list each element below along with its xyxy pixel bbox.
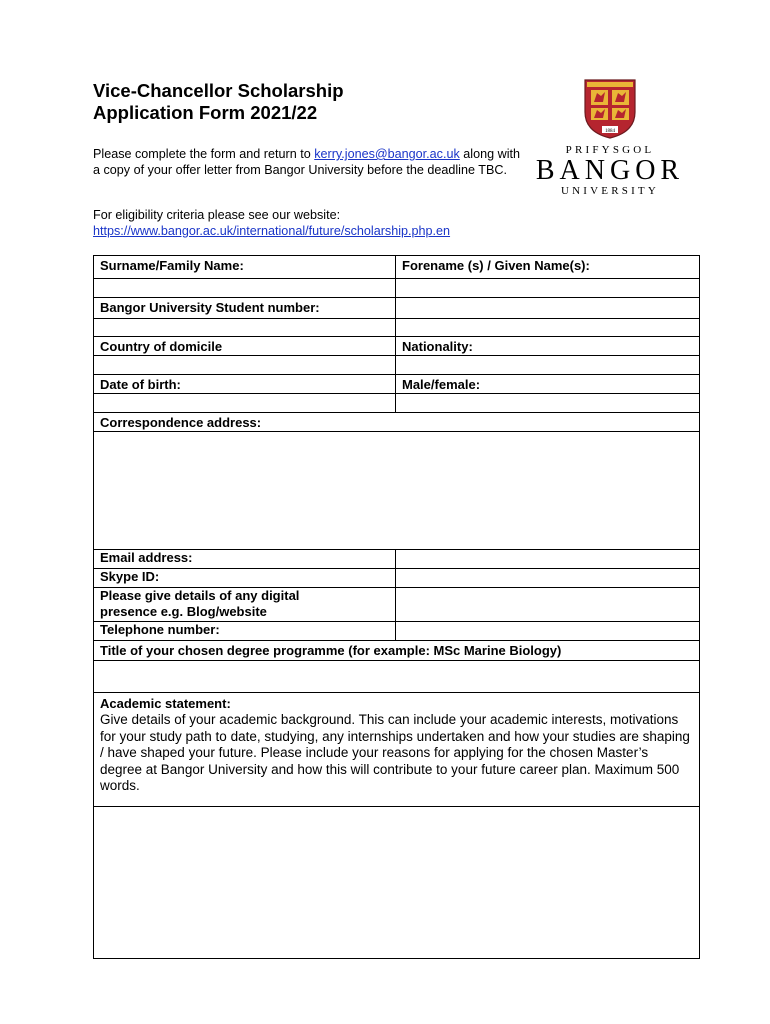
student-number-spacer-2 bbox=[396, 319, 700, 337]
form-title bbox=[93, 80, 344, 124]
gender-label: Male/female: bbox=[396, 375, 700, 394]
programme-label: Title of your chosen degree programme (for example: MSc Marine Biology) bbox=[94, 641, 700, 661]
crest-icon bbox=[583, 78, 637, 140]
crest-year: 1884 bbox=[605, 129, 615, 134]
skype-input[interactable] bbox=[396, 569, 700, 588]
forename-input[interactable] bbox=[396, 279, 700, 298]
student-number-spacer bbox=[94, 319, 396, 337]
statement-text: Give details of your academic background. This can include your academic interests, motivations for your study path to date, studying, any internships undertaken and how your studies are shaping / have shaped your future. Please include your reasons for applying for the chosen Master’s degree at Bangor University and how this will contribute to your future career plan. Maximum 500 words. bbox=[100, 712, 690, 793]
nationality-input[interactable] bbox=[396, 356, 700, 375]
address-label: Correspondence address: bbox=[94, 413, 700, 432]
telephone-input[interactable] bbox=[396, 622, 700, 641]
logo-university: UNIVERSITY bbox=[561, 185, 659, 197]
intro-after: along with a copy of your offer letter from Bangor University before the deadline TBC. bbox=[93, 147, 520, 177]
country-input[interactable] bbox=[94, 356, 396, 375]
intro-before: Please complete the form and return to bbox=[93, 147, 315, 161]
digital-line-1: Please give details of any digital bbox=[100, 588, 300, 603]
email-label: Email address: bbox=[94, 550, 396, 569]
skype-label: Skype ID: bbox=[94, 569, 396, 588]
digital-line-2: presence e.g. Blog/website bbox=[100, 604, 267, 619]
statement-input[interactable] bbox=[94, 807, 700, 959]
eligibility-block bbox=[93, 208, 450, 239]
address-input[interactable] bbox=[94, 432, 700, 550]
gender-input[interactable] bbox=[396, 394, 700, 413]
programme-input[interactable] bbox=[94, 661, 700, 693]
dob-label: Date of birth: bbox=[94, 375, 396, 394]
surname-label: Surname/Family Name: bbox=[94, 256, 396, 279]
email-input[interactable] bbox=[396, 550, 700, 569]
forename-label: Forename (s) / Given Name(s): bbox=[396, 256, 700, 279]
logo-prifysgol: PRIFYSGOL bbox=[565, 144, 655, 156]
student-number-label: Bangor University Student number: bbox=[94, 298, 396, 319]
email-link[interactable]: kerry.jones@bangor.ac.uk bbox=[314, 147, 460, 161]
nationality-label: Nationality: bbox=[396, 337, 700, 356]
application-form bbox=[93, 255, 699, 959]
dob-input[interactable] bbox=[94, 394, 396, 413]
logo-bangor: BANGOR bbox=[535, 155, 685, 186]
digital-presence-input[interactable] bbox=[396, 588, 700, 622]
statement-instructions bbox=[94, 693, 700, 807]
title-line-1: Vice-Chancellor Scholarship bbox=[93, 80, 344, 101]
statement-heading: Academic statement: bbox=[100, 696, 231, 711]
student-number-input[interactable] bbox=[396, 298, 700, 319]
title-line-2: Application Form 2021/22 bbox=[93, 102, 318, 123]
website-link[interactable]: https://www.bangor.ac.uk/international/future/scholarship.php.en bbox=[93, 223, 451, 238]
digital-presence-label bbox=[94, 588, 396, 622]
eligibility-text: For eligibility criteria please see our website: bbox=[93, 208, 341, 222]
country-label: Country of domicile bbox=[94, 337, 396, 356]
surname-input[interactable] bbox=[94, 279, 396, 298]
intro-text bbox=[93, 147, 523, 178]
university-logo bbox=[530, 78, 690, 203]
telephone-label: Telephone number: bbox=[94, 622, 396, 641]
